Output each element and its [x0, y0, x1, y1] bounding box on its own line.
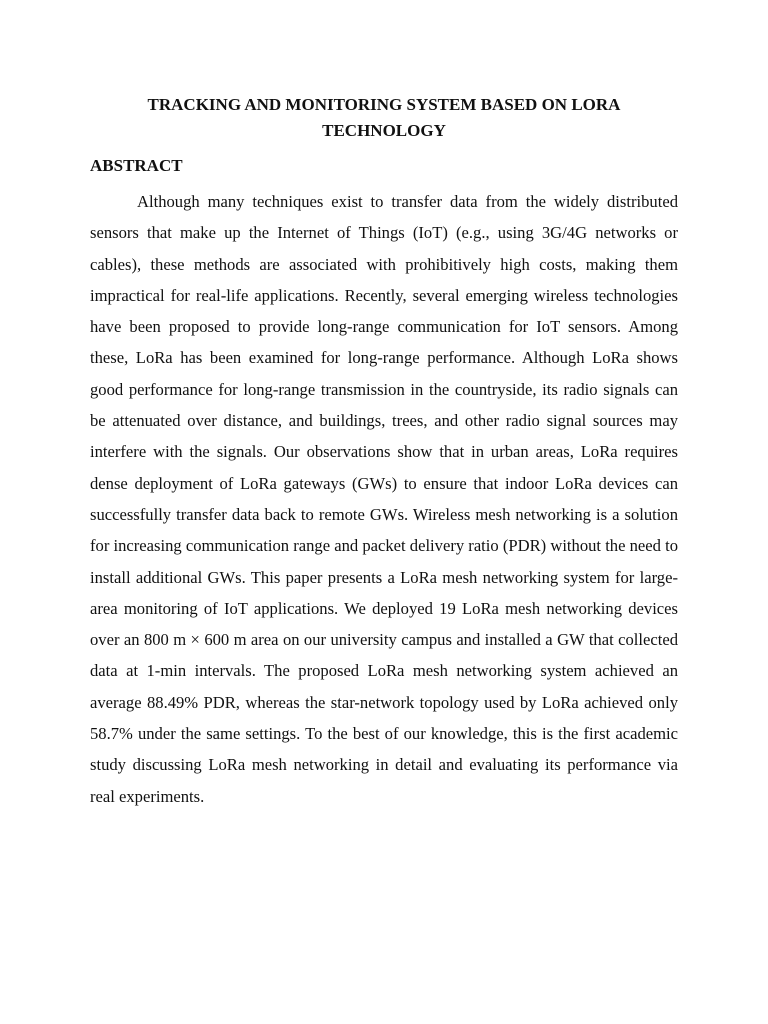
section-heading-abstract: ABSTRACT: [90, 156, 183, 175]
document-title: TRACKING AND MONITORING SYSTEM BASED ON LORA TECHNOLOGY: [147, 95, 621, 140]
abstract-paragraph: Although many techniques exist to transfer data from the widely distributed sensors that make up the Internet of Things (IoT) (e.g., using 3G/4G networks or cables), these methods are associated with prohibitively high costs, making them impractical for real-life applications. Recently, several emerging wireless technologies have been proposed to provide long-range communication for IoT sensors. Among these, LoRa has been examined for long-range performance. Although LoRa shows good performance for long-range transmission in the countryside, its radio signals can be attenuated over distance, and buildings, trees, and other radio signal sources may interfere with the signals. Our observations show that in urban areas, LoRa requires dense deployment of LoRa gateways (GWs) to ensure that indoor LoRa devices can successfully transfer data back to remote GWs. Wireless mesh networking is a solution for increasing communication range and packet delivery ratio (PDR) without the need to install additional GWs. This paper presents a LoRa mesh networking system for large-area monitoring of IoT applications. We deployed 19 LoRa mesh networking devices over an 800 m × 600 m area on our university campus and installed a GW that collected data at 1-min intervals. The proposed LoRa mesh networking system achieved an average 88.49% PDR, whereas the star-network topology used by LoRa achieved only 58.7% under the same settings. To the best of our knowledge, this is the first academic study discussing LoRa mesh networking in detail and evaluating its performance via real experiments.: [90, 192, 678, 806]
